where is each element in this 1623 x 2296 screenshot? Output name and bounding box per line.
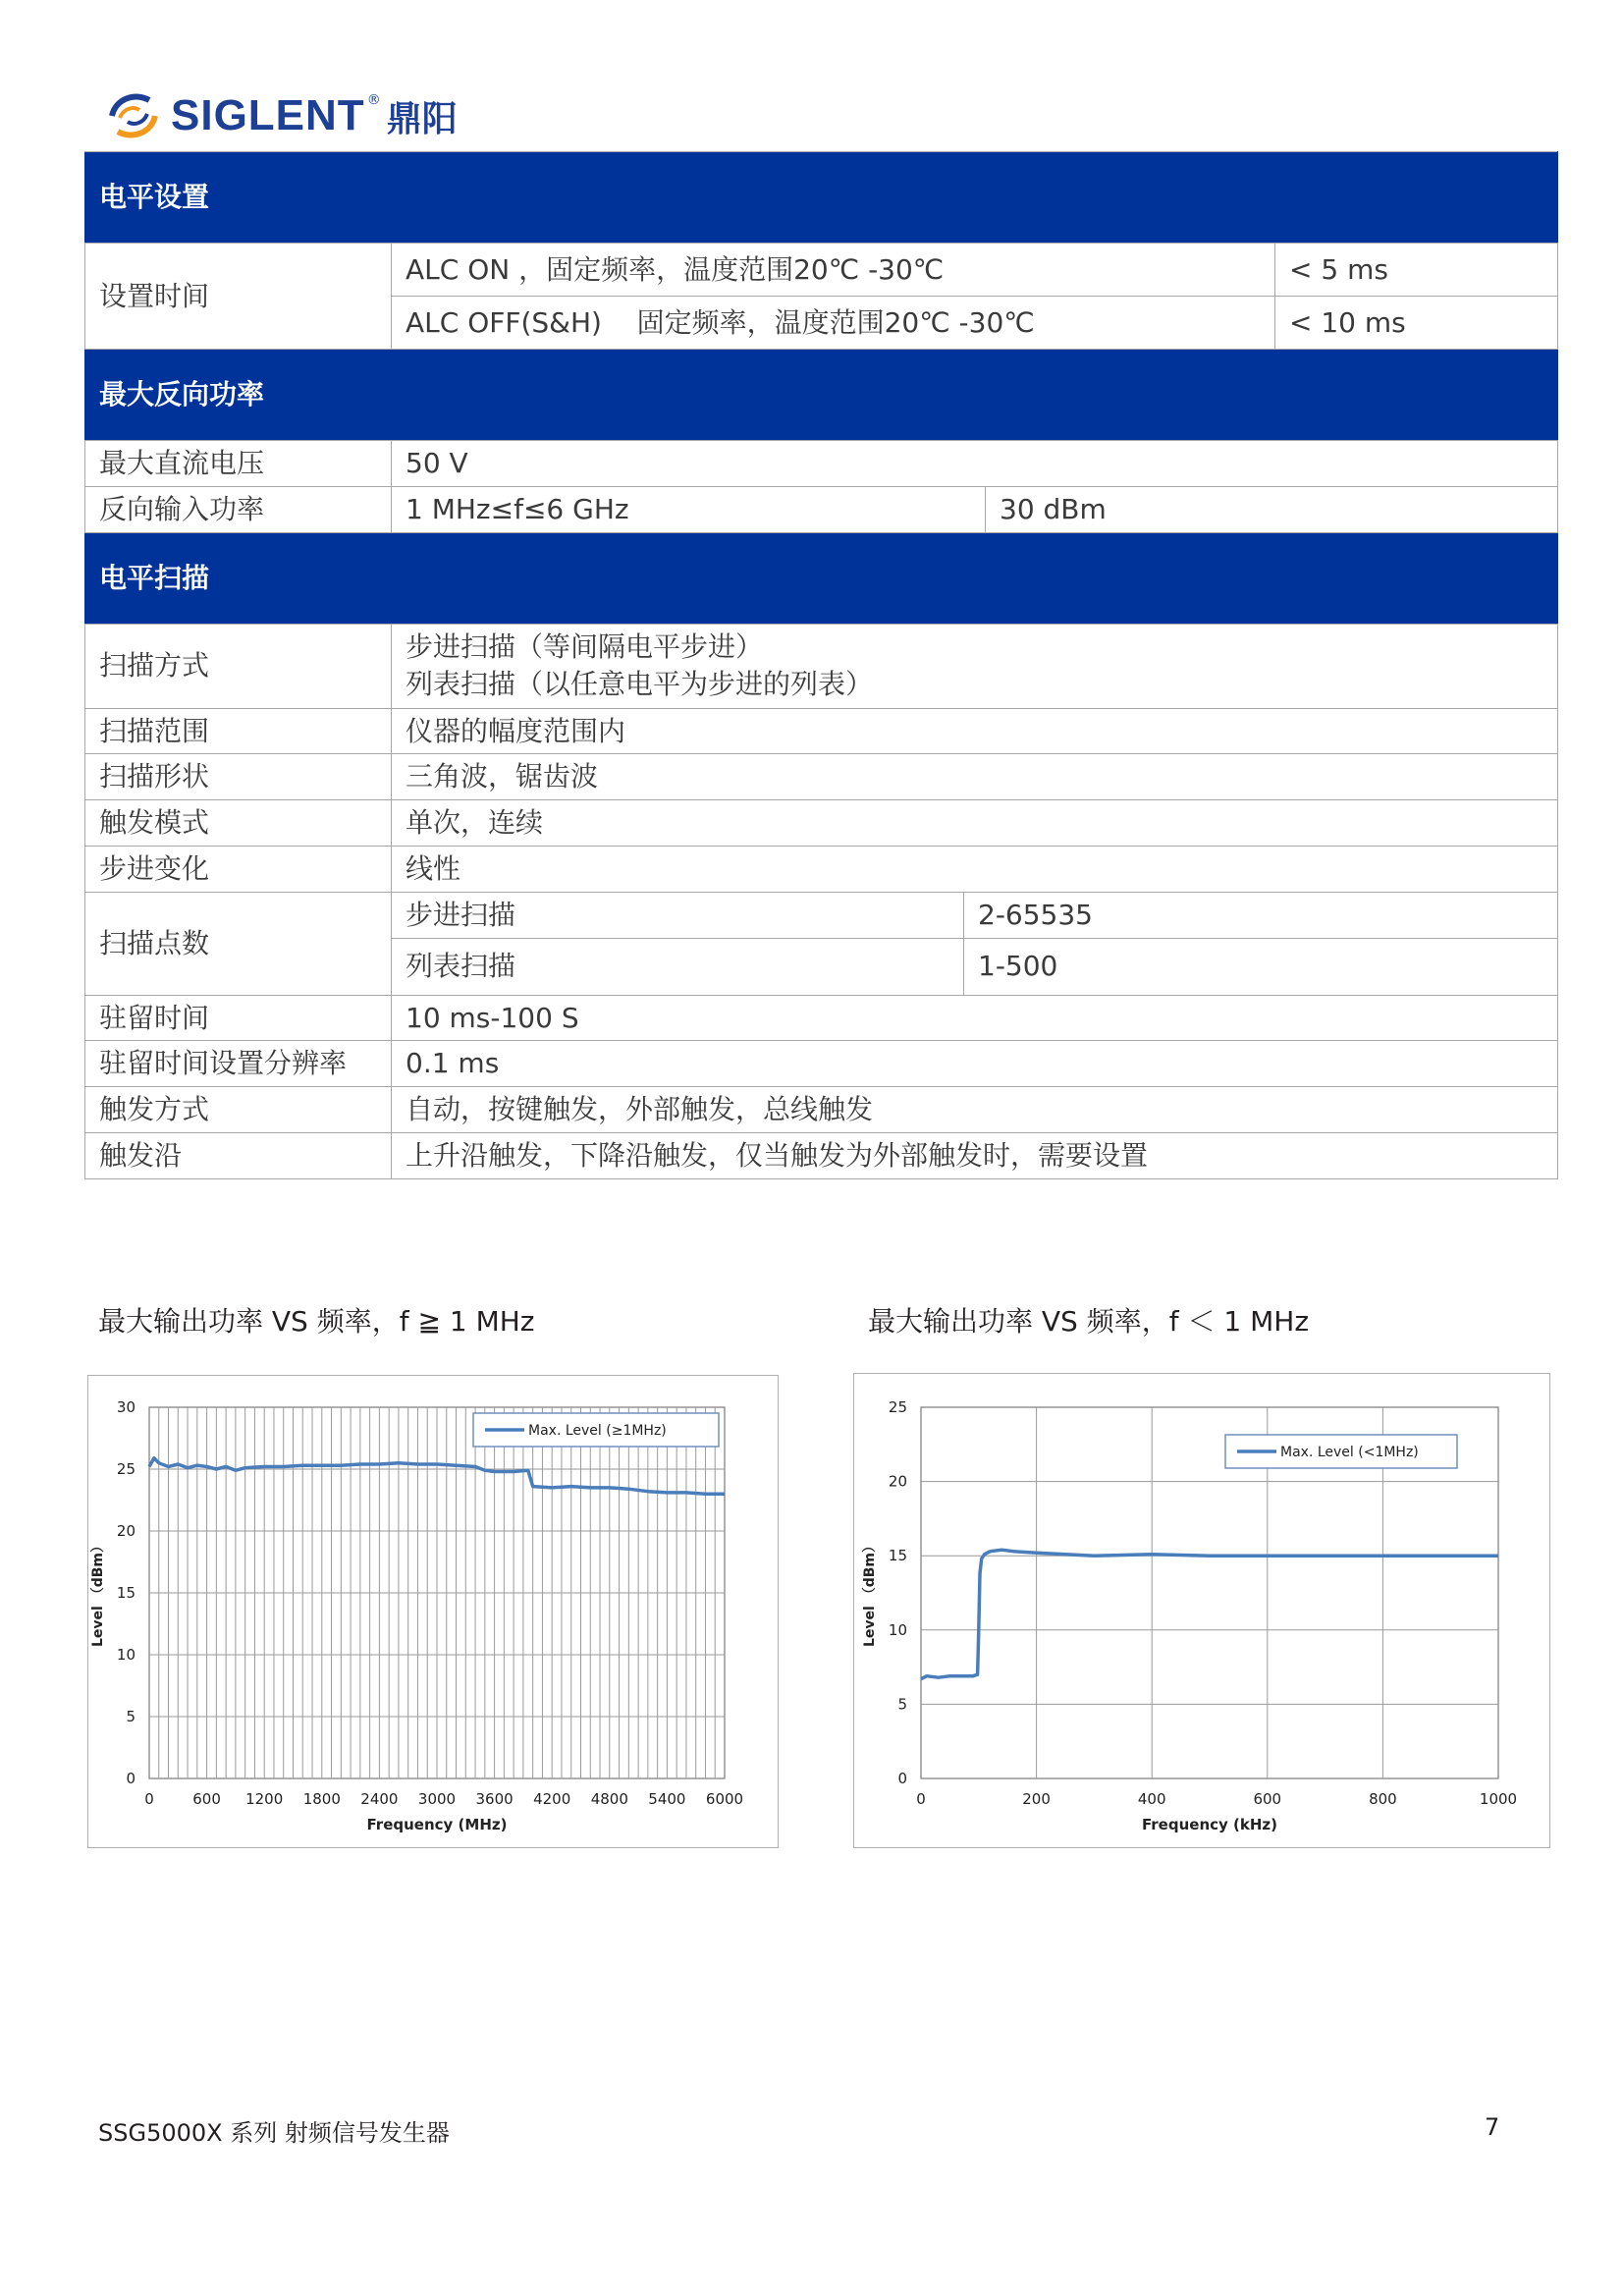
row-value: [392, 624, 1558, 708]
row-label: 扫描点数: [85, 892, 392, 995]
row-label: 驻留时间设置分辨率: [85, 1041, 392, 1087]
x-tick-label: 4200: [533, 1790, 571, 1808]
section-title: 电平扫描: [85, 532, 1558, 624]
row-value: 上升沿触发，下降沿触发，仅当触发为外部触发时，需要设置: [392, 1132, 1558, 1178]
page-number: 7: [1485, 2113, 1500, 2141]
chart-2-svg: [854, 1374, 1549, 1847]
row-value: 步进扫描: [392, 892, 964, 938]
row-label: 扫描范围: [85, 708, 392, 754]
row-value: 1 MHz≤f≤6 GHz: [392, 486, 986, 532]
table-row: [85, 1132, 1558, 1178]
y-tick-label: 15: [116, 1584, 135, 1602]
row-value: 列表扫描: [392, 938, 964, 995]
y-tick-label: 20: [116, 1522, 135, 1540]
row-value: 自动，按键触发，外部触发，总线触发: [392, 1087, 1558, 1133]
x-tick-label: 0: [144, 1790, 154, 1808]
x-tick-label: 6000: [705, 1790, 744, 1808]
section-title: 最大反向功率: [85, 350, 1558, 441]
table-row: [85, 708, 1558, 754]
x-tick-label: 0: [916, 1790, 926, 1808]
brand-name: SIGLENT: [171, 91, 365, 139]
y-tick-label: 0: [126, 1770, 135, 1787]
brand-name-cn: 鼎阳: [386, 98, 458, 139]
legend-label: Max. Level (<1MHz): [1280, 1445, 1419, 1460]
x-tick-label: 600: [1253, 1790, 1282, 1808]
row-label: 扫描形状: [85, 754, 392, 800]
y-tick-label: 20: [888, 1472, 907, 1491]
row-value: 2-65535: [964, 892, 1558, 938]
table-row: [85, 1041, 1558, 1087]
y-tick-label: 30: [116, 1398, 135, 1416]
siglent-swirl-icon: [106, 88, 161, 143]
row-value: < 10 ms: [1275, 297, 1558, 350]
row-value: 50 V: [392, 441, 1558, 487]
table-row: [85, 1087, 1558, 1133]
row-label: 反向输入功率: [85, 486, 392, 532]
row-value: 仪器的幅度范围内: [392, 708, 1558, 754]
x-tick-label: 4800: [590, 1790, 628, 1808]
row-value: 线性: [392, 846, 1558, 892]
spec-table: [84, 151, 1558, 1179]
chart-2: [853, 1373, 1550, 1848]
x-axis-label: Frequency (MHz): [366, 1816, 508, 1833]
x-tick-label: 200: [1022, 1790, 1051, 1808]
section-header-level-sweep: [85, 532, 1558, 624]
row-value: 30 dBm: [986, 486, 1558, 532]
row-label: 扫描方式: [85, 624, 392, 708]
row-label: 驻留时间: [85, 995, 392, 1041]
y-tick-label: 25: [888, 1398, 907, 1416]
chart-2-caption: 最大输出功率 VS 频率，f ＜ 1 MHz: [868, 1305, 1310, 1338]
x-tick-label: 2400: [360, 1790, 399, 1808]
table-row: [85, 995, 1558, 1041]
row-value: 三角波，锯齿波: [392, 754, 1558, 800]
y-axis-label: Level （dBm）: [862, 1539, 878, 1647]
y-tick-label: 10: [888, 1620, 907, 1639]
x-tick-label: 3000: [417, 1790, 457, 1808]
table-row: [85, 892, 1558, 938]
y-tick-label: 10: [116, 1646, 135, 1664]
table-row: [85, 800, 1558, 847]
x-tick-label: 400: [1137, 1790, 1166, 1808]
sweep-mode-step: 步进扫描（等间隔电平步进）: [406, 630, 764, 664]
footer-title: SSG5000X 系列 射频信号发生器: [98, 2119, 450, 2147]
row-label: 触发方式: [85, 1087, 392, 1133]
table-row: [85, 754, 1558, 800]
chart-1-svg: [88, 1376, 778, 1847]
x-tick-label: 1200: [245, 1790, 284, 1808]
row-label: 设置时间: [85, 244, 392, 350]
x-tick-label: 600: [192, 1790, 221, 1808]
registered-mark: ®: [366, 92, 381, 108]
row-value: 1-500: [964, 938, 1558, 995]
row-value: ALC ON ，固定频率，温度范围20℃ -30℃: [392, 244, 1275, 297]
y-tick-label: 0: [897, 1770, 907, 1787]
chart-1: [87, 1375, 779, 1848]
row-value: 10 ms-100 S: [392, 995, 1558, 1041]
section-title: 电平设置: [85, 152, 1558, 244]
x-tick-label: 5400: [648, 1790, 686, 1808]
row-label: 最大直流电压: [85, 441, 392, 487]
x-tick-label: 800: [1369, 1790, 1397, 1808]
row-label: 触发模式: [85, 800, 392, 847]
row-value: < 5 ms: [1275, 244, 1558, 297]
table-row: [85, 846, 1558, 892]
y-tick-label: 5: [126, 1708, 135, 1725]
table-row: [85, 624, 1558, 708]
row-value: 单次，连续: [392, 800, 1558, 847]
x-tick-label: 1800: [302, 1790, 341, 1808]
x-axis-label: Frequency (kHz): [1142, 1816, 1277, 1833]
siglent-logo: [106, 86, 458, 145]
table-row: [85, 486, 1558, 532]
row-label: 步进变化: [85, 846, 392, 892]
section-header-level-setting: [85, 152, 1558, 244]
table-row: [85, 441, 1558, 487]
y-tick-label: 15: [888, 1547, 907, 1565]
table-row: [85, 244, 1558, 297]
x-tick-label: 3600: [475, 1790, 514, 1808]
y-tick-label: 5: [897, 1695, 907, 1714]
sweep-mode-list: 列表扫描（以任意电平为步进的列表）: [406, 668, 874, 701]
row-value: 0.1 ms: [392, 1041, 1558, 1087]
section-header-max-reverse-power: [85, 350, 1558, 441]
x-tick-label: 1000: [1479, 1790, 1518, 1808]
chart-1-caption: 最大输出功率 VS 频率，f ≧ 1 MHz: [98, 1305, 535, 1338]
y-axis-label: Level （dBm）: [90, 1539, 106, 1647]
row-value: ALC OFF(S&H) 固定频率，温度范围20℃ -30℃: [392, 297, 1275, 350]
y-tick-label: 25: [116, 1460, 135, 1478]
row-label: 触发沿: [85, 1132, 392, 1178]
legend-label: Max. Level (≥1MHz): [528, 1423, 667, 1439]
